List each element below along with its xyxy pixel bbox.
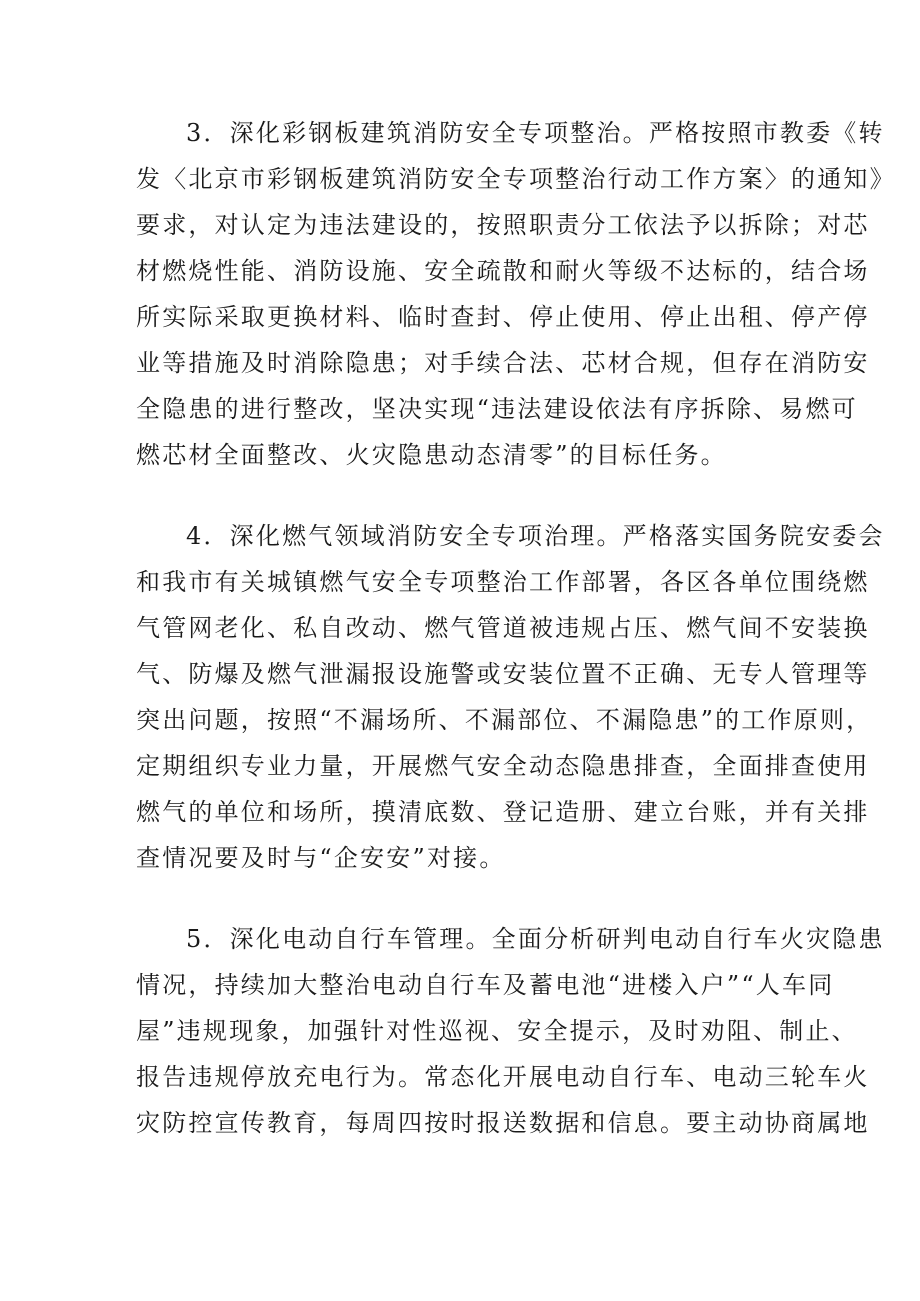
paragraph-line: 燃芯材全面整改、火灾隐患动态清零”的目标任务。 xyxy=(136,441,727,469)
paragraph-line: 燃气的单位和场所，摸清底数、登记造册、建立台账，并有关排 xyxy=(136,798,870,826)
paragraph-line: 4．深化燃气领域消防安全专项治理。严格落实国务院安委会 xyxy=(186,522,885,550)
paragraph-line: 材燃烧性能、消防设施、安全疏散和耐火等级不达标的，结合场 xyxy=(136,257,870,285)
paragraph-line: 灾防控宣传教育，每周四按时报送数据和信息。要主动协商属地 xyxy=(136,1109,870,1137)
paragraph-line: 要求，对认定为违法建设的，按照职责分工依法予以拆除；对芯 xyxy=(136,211,870,239)
paragraph-line: 3．深化彩钢板建筑消防安全专项整治。严格按照市教委《转 xyxy=(186,119,885,147)
paragraph-line: 气、防爆及燃气泄漏报设施警或安装位置不正确、无专人管理等 xyxy=(136,660,870,688)
paragraph-line: 查情况要及时与“企安安”对接。 xyxy=(136,844,506,872)
paragraph-line: 屋”违规现象，加强针对性巡视、安全提示，及时劝阻、制止、 xyxy=(136,1017,858,1045)
paragraph-line: 定期组织专业力量，开展燃气安全动态隐患排查，全面排查使用 xyxy=(136,752,870,780)
paragraph-line: 突出问题，按照“不漏场所、不漏部位、不漏隐患”的工作原则， xyxy=(136,706,873,734)
paragraph-line: 报告违规停放充电行为。常态化开展电动自行车、电动三轮车火 xyxy=(136,1063,870,1091)
paragraph-line: 发〈北京市彩钢板建筑消防安全专项整治行动工作方案〉的通知》 xyxy=(136,165,896,193)
paragraph-line: 全隐患的进行整改，坚决实现“违法建设依法有序拆除、易燃可 xyxy=(136,395,858,423)
paragraph-line: 气管网老化、私自改动、燃气管道被违规占压、燃气间不安装换 xyxy=(136,614,870,642)
paragraph-line: 5．深化电动自行车管理。全面分析研判电动自行车火灾隐患 xyxy=(186,925,885,953)
paragraph-line: 所实际采取更换材料、临时查封、停止使用、停止出租、停产停 xyxy=(136,303,870,331)
paragraph-line: 情况，持续加大整治电动自行车及蓄电池“进楼入户”“人车同 xyxy=(136,971,835,999)
paragraph-line: 业等措施及时消除隐患；对手续合法、芯材合规，但存在消防安 xyxy=(136,349,870,377)
paragraph-line: 和我市有关城镇燃气安全专项整治工作部署，各区各单位围绕燃 xyxy=(136,568,870,596)
